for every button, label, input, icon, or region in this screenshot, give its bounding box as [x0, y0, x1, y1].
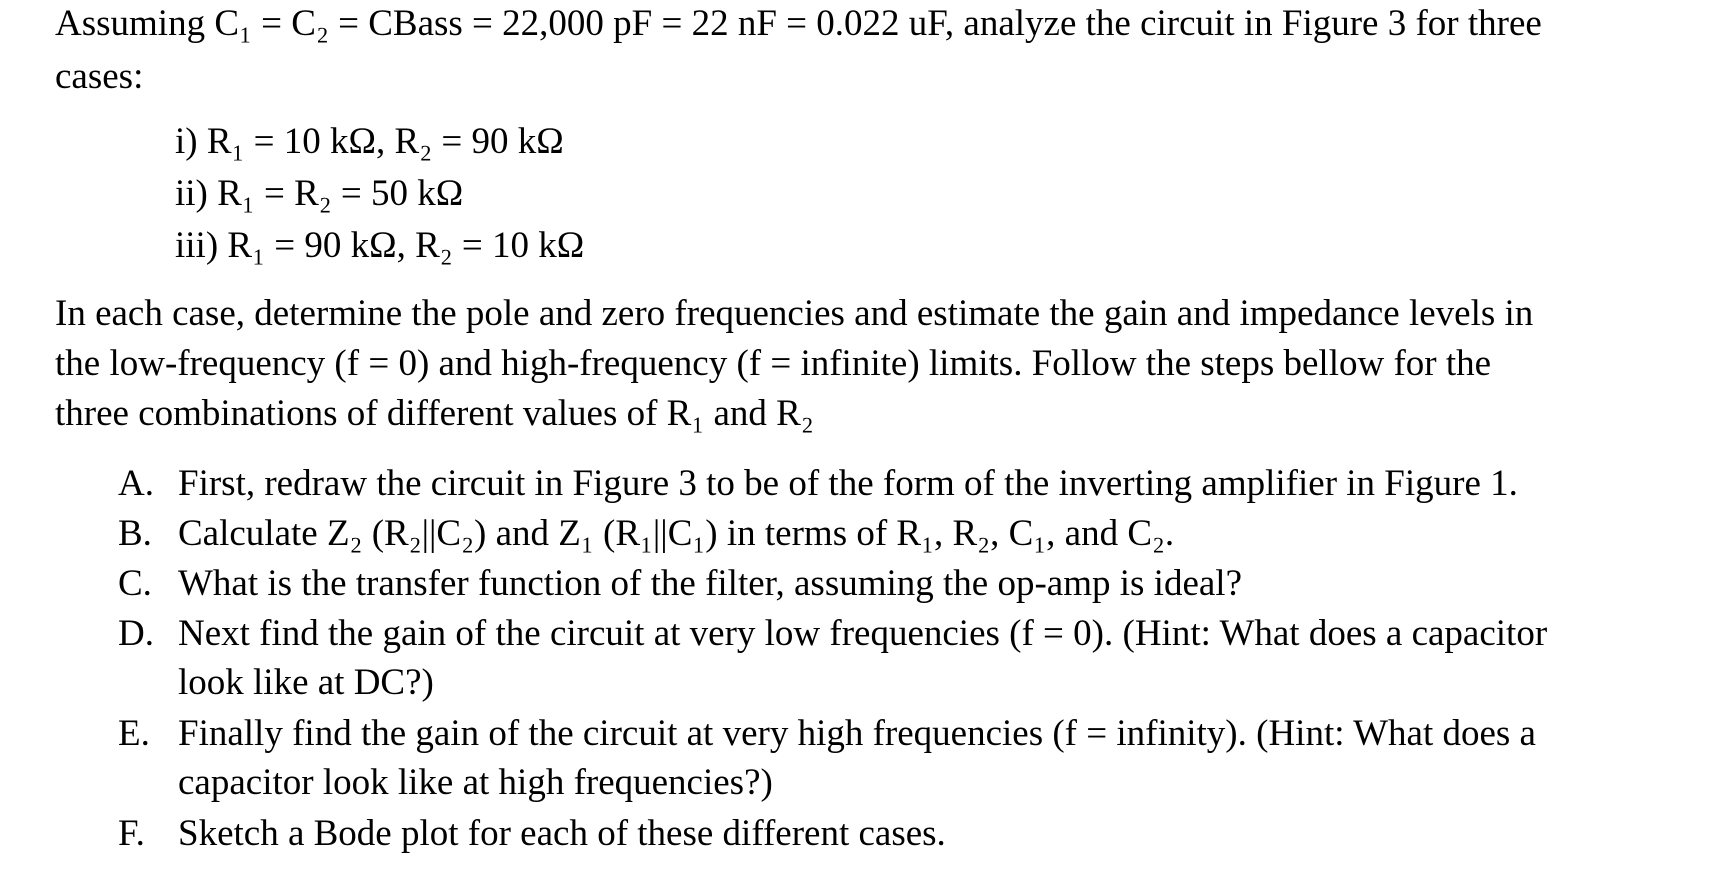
- paragraph-line-3: three combinations of different values of R₁ and R₂: [55, 393, 814, 434]
- step-text-b: Calculate Z₂ (R₂||C₂) and Z₁ (R₁||C₁) in terms of R₁, R₂, C₁, and C₂.: [178, 513, 1175, 554]
- intro-line-2: cases:: [55, 56, 144, 97]
- intro-line-1: Assuming C₁ = C₂ = CBass = 22,000 pF = 22 nF = 0.022 uF, analyze the circuit in Figure 3 for three: [55, 3, 1542, 44]
- step-marker-b: B.: [118, 513, 152, 554]
- paragraph-line-2: the low-frequency (f = 0) and high-frequency (f = infinite) limits. Follow the steps bellow for the: [55, 343, 1492, 384]
- step-marker-f: F.: [118, 813, 145, 854]
- step-text-c: What is the transfer function of the filter, assuming the op-amp is ideal?: [178, 563, 1243, 604]
- paragraph-line-1: In each case, determine the pole and zero frequencies and estimate the gain and impedance levels in: [55, 293, 1534, 334]
- case-item-1: i) R₁ = 10 kΩ, R₂ = 90 kΩ: [175, 121, 564, 162]
- step-marker-c: C.: [118, 563, 152, 604]
- step-marker-d: D.: [118, 613, 154, 654]
- step-text-e-line-1: Finally find the gain of the circuit at very high frequencies (f = infinity). (Hint: What does a: [178, 713, 1536, 754]
- step-text-e-line-2: capacitor look like at high frequencies?): [178, 762, 773, 803]
- step-text-d-line-2: look like at DC?): [178, 662, 434, 703]
- step-text-f: Sketch a Bode plot for each of these different cases.: [178, 813, 946, 854]
- case-item-3: iii) R₁ = 90 kΩ, R₂ = 10 kΩ: [175, 225, 585, 266]
- step-text-a: First, redraw the circuit in Figure 3 to be of the form of the inverting amplifier in Figure 1.: [178, 463, 1518, 504]
- step-marker-e: E.: [118, 713, 150, 754]
- step-marker-a: A.: [118, 463, 154, 504]
- step-text-d-line-1: Next find the gain of the circuit at very low frequencies (f = 0). (Hint: What does a capacitor: [178, 613, 1548, 654]
- case-item-2: ii) R₁ = R₂ = 50 kΩ: [175, 173, 464, 214]
